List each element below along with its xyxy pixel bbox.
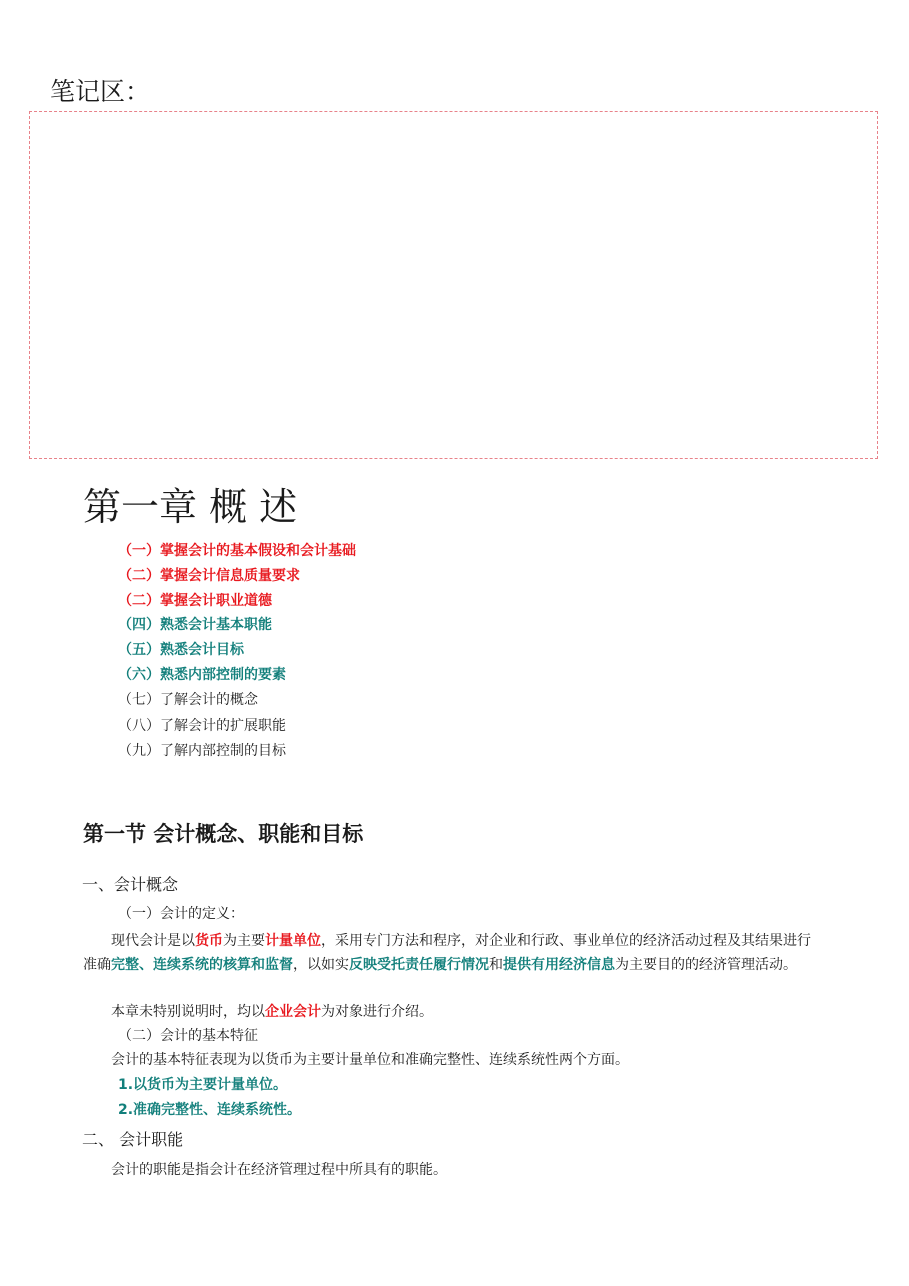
objective-item: （五）熟悉会计目标 [118,642,244,658]
highlight-responsibility: 反映受托责任履行情况 [349,957,489,973]
highlight-unit: 计量单位 [265,933,321,949]
objective-item: （二）掌握会计信息质量要求 [118,568,300,584]
definition-paragraph: 现代会计是以货币为主要计量单位，采用专门方法和程序，对企业和行政、事业单位的经济活动过程及其结果进行准确完整、连续系统的核算和监督，以如实反映受托责任履行情况和提供有用经济信息为主要目的的经济管理活动。 [83,933,811,973]
objective-item: （九）了解内部控制的目标 [118,743,286,759]
note-paragraph: 本章未特别说明时，均以企业会计为对象进行介绍。 [111,1004,433,1020]
definition-subheading: （一）会计的定义： [118,906,244,922]
chapter-title: 第一章 概 述 [83,485,298,529]
objective-item: （四）熟悉会计基本职能 [118,617,272,633]
section-title: 第一节 会计概念、职能和目标 [83,822,364,846]
objective-item: （一）掌握会计的基本假设和会计基础 [118,543,356,559]
functions-paragraph: 会计的职能是指会计在经济管理过程中所具有的职能。 [111,1162,447,1178]
highlight-accounting: 完整、连续系统的核算和监督 [111,957,293,973]
objective-item: （六）熟悉内部控制的要素 [118,667,286,683]
highlight-information: 提供有用经济信息 [503,957,615,973]
notes-label: 笔记区： [50,77,151,106]
feature-item-2: 2.准确完整性、连续系统性。 [118,1102,302,1118]
objective-item: （二）掌握会计职业道德 [118,593,272,609]
feature-item-1: 1.以货币为主要计量单位。 [118,1077,288,1093]
part2-heading: 二、 会计职能 [82,1130,184,1149]
part1-heading: 一、会计概念 [82,875,179,894]
features-subheading: （二）会计的基本特征 [118,1028,258,1044]
notes-area[interactable] [29,111,878,459]
objective-item: （八）了解会计的扩展职能 [118,718,286,734]
objective-item: （七）了解会计的概念 [118,692,258,708]
features-paragraph: 会计的基本特征表现为以货币为主要计量单位和准确完整性、连续系统性两个方面。 [111,1052,629,1068]
highlight-enterprise: 企业会计 [265,1004,321,1020]
highlight-currency: 货币 [195,933,223,949]
